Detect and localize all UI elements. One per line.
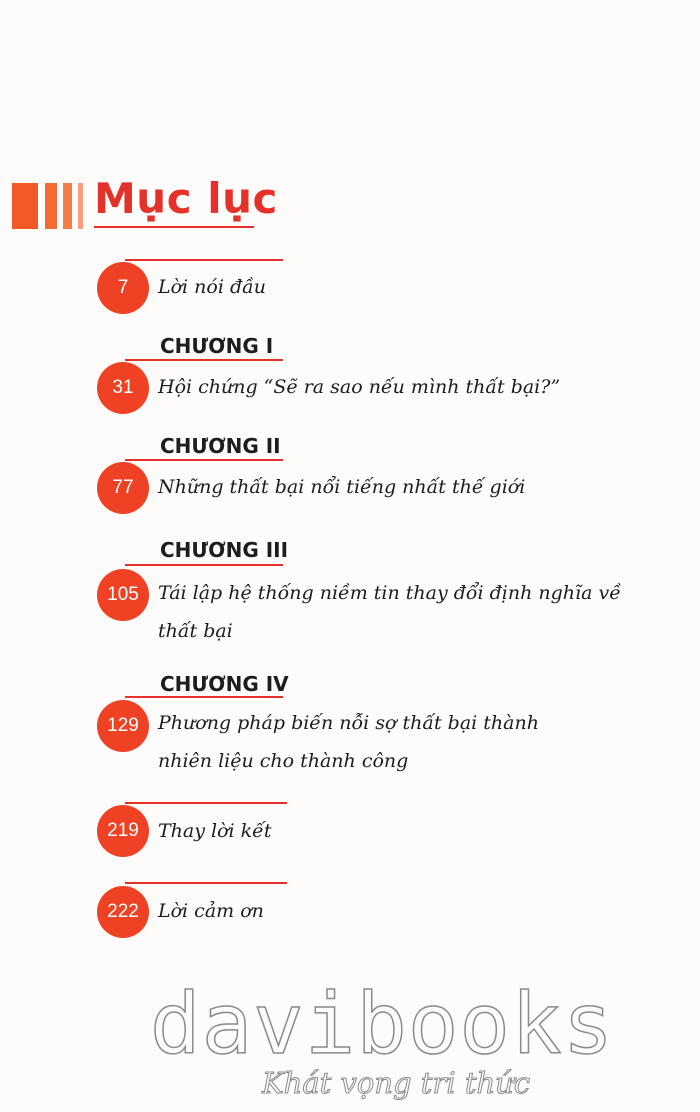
toc-entry-link[interactable] <box>158 574 621 650</box>
watermark-slogan: Khát vọng tri thức <box>262 1066 531 1100</box>
page-number-badge: 222 <box>97 886 149 938</box>
chapter-heading: CHƯƠNG I <box>160 334 274 358</box>
entry-rule <box>125 802 287 804</box>
entry-rule <box>125 259 283 261</box>
page-number-badge: 77 <box>97 462 149 514</box>
page-number-badge: 31 <box>97 362 149 414</box>
page-title: Mục lục <box>94 174 278 223</box>
toc-entry-link[interactable]: Lời cảm ơn <box>158 900 264 922</box>
toc-entry-link[interactable]: Thay lời kết <box>158 820 272 842</box>
title-underline <box>94 226 254 228</box>
toc-entry-link[interactable] <box>158 704 539 780</box>
page-number-badge: 105 <box>97 569 149 621</box>
entry-rule <box>125 564 283 566</box>
page-number-badge: 7 <box>97 262 149 314</box>
entry-rule <box>125 882 287 884</box>
toc-entry-line: thất bại <box>158 620 233 642</box>
toc-entry-link[interactable]: Lời nói đầu <box>158 276 267 298</box>
toc-entry-link[interactable]: Những thất bại nổi tiếng nhất thế giới <box>158 476 526 498</box>
watermark-brand: davibooks <box>150 975 615 1073</box>
page-number-badge: 129 <box>97 700 149 752</box>
chapter-heading: CHƯƠNG II <box>160 434 281 458</box>
toc-entry-line: Tái lập hệ thống niềm tin thay đổi định nghĩa về <box>158 582 621 604</box>
toc-entry-line: nhiên liệu cho thành công <box>158 750 409 772</box>
toc-entry-link[interactable]: Hội chứng “Sẽ ra sao nếu mình thất bại?” <box>158 376 561 398</box>
page-number-badge: 219 <box>97 805 149 857</box>
toc-entry-line: Phương pháp biến nỗi sợ thất bại thành <box>158 712 539 734</box>
title-decoration-bars <box>12 183 82 229</box>
entry-rule <box>125 459 283 461</box>
entry-rule <box>125 359 283 361</box>
chapter-heading: CHƯƠNG III <box>160 538 289 562</box>
entry-rule <box>125 696 283 698</box>
chapter-heading: CHƯƠNG IV <box>160 672 289 696</box>
